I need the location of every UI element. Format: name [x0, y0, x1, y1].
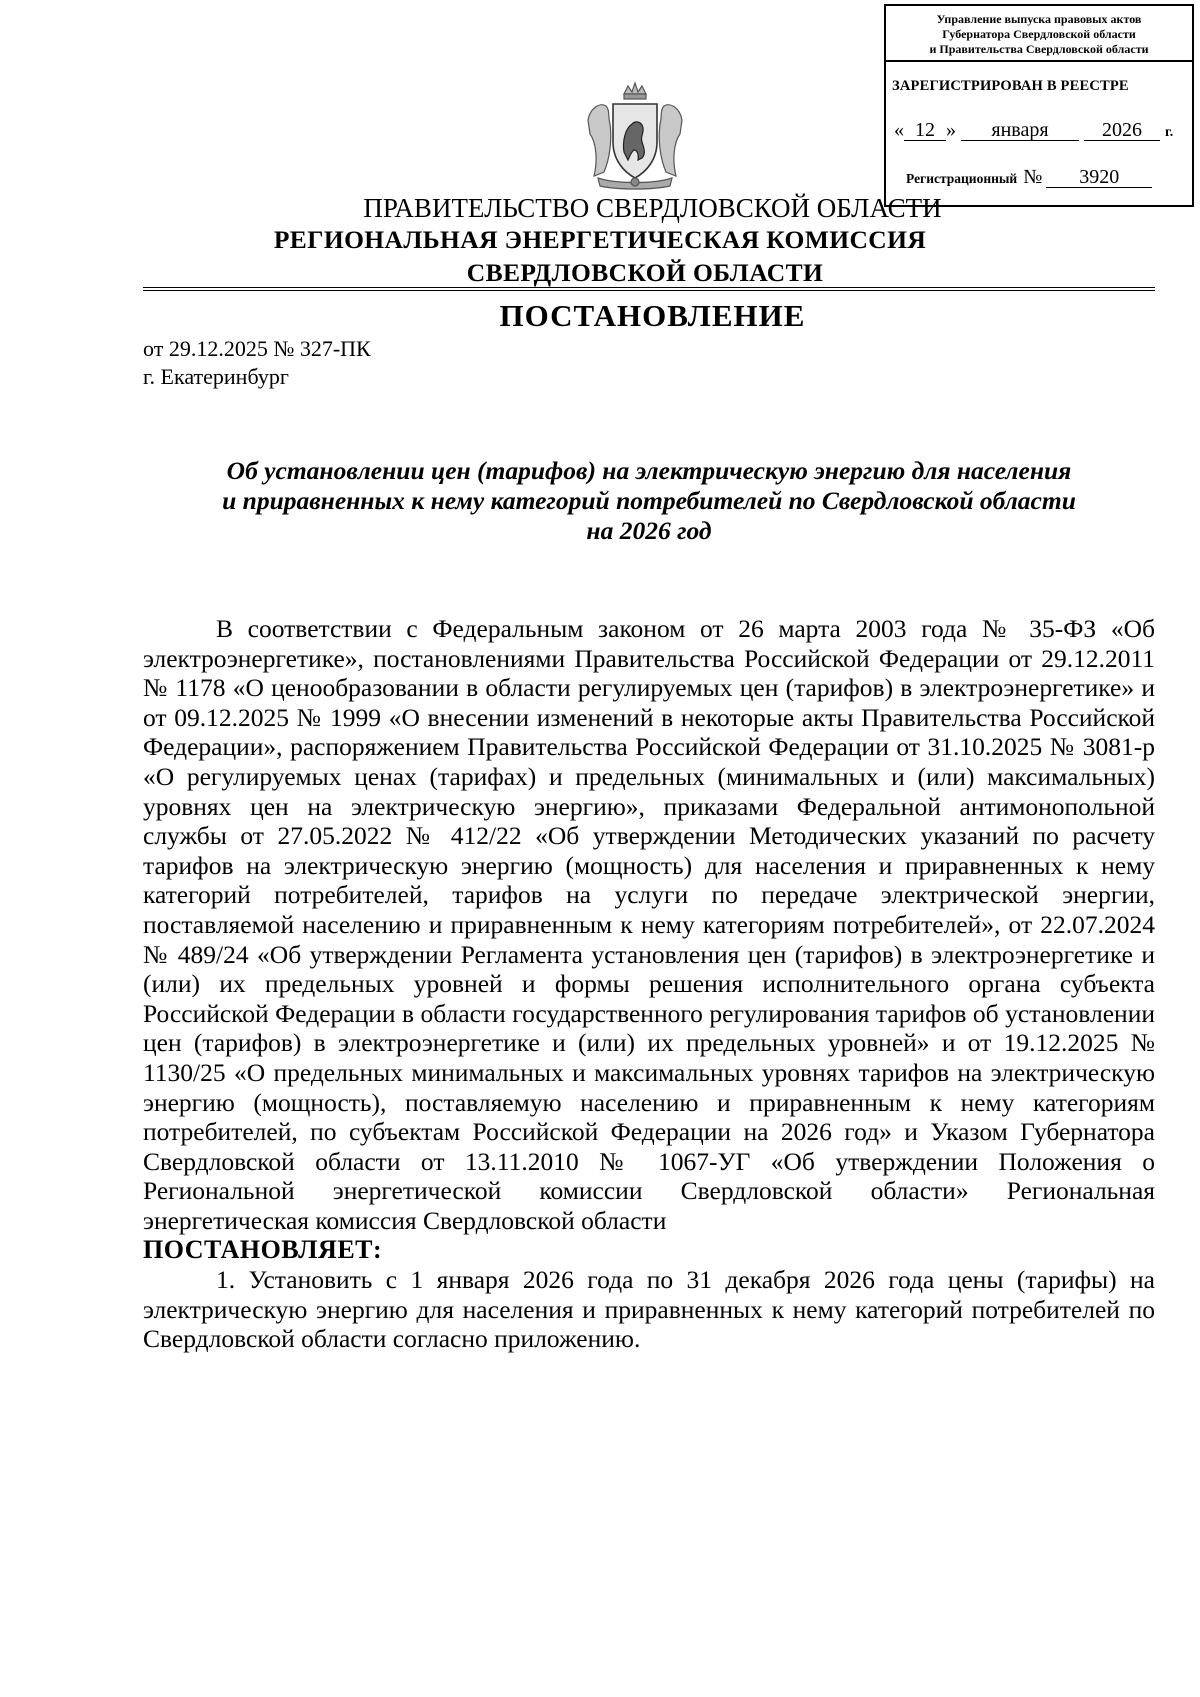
stamp-day: 12 — [904, 120, 946, 141]
document-subject — [143, 456, 1155, 546]
header-divider — [143, 287, 1155, 291]
decree-word: ПОСТАНОВЛЯЕТ: — [143, 1235, 383, 1265]
stamp-month: января — [961, 120, 1079, 141]
coat-of-arms-icon — [580, 80, 690, 190]
government-name: ПРАВИТЕЛЬСТВО СВЕРДЛОВСКОЙ ОБЛАСТИ — [363, 193, 942, 223]
stamp-year-suffix: г. — [1165, 125, 1174, 140]
commission-name-line2: СВЕРДЛОВСКОЙ ОБЛАСТИ — [466, 258, 824, 287]
stamp-issuer — [886, 6, 1192, 62]
stamp-issuer-line: Управление выпуска правовых актов — [936, 12, 1142, 26]
subject-line: на 2026 год — [586, 516, 712, 545]
document-type-title: ПОСТАНОВЛЕНИЕ — [499, 298, 806, 333]
stamp-reg-number — [906, 166, 1152, 189]
registration-stamp — [884, 4, 1194, 207]
document-city: г. Екатеринбург — [143, 364, 289, 389]
stamp-issuer-line: Губернатора Свердловской области — [942, 27, 1136, 41]
stamp-number-sign: № — [1023, 166, 1043, 188]
stamp-reg-number-label: Регистрационный — [906, 171, 1018, 186]
subject-line: и приравненных к нему категорий потребителей по Свердловской области — [222, 486, 1076, 515]
stamp-year: 2026 — [1084, 120, 1160, 141]
stamp-reg-number-value: 3920 — [1046, 167, 1152, 188]
decree-item-1: 1. Установить с 1 января 2026 года по 31 декабря 2026 года цены (тарифы) на электрическую энергию для населения и приравненных к нему категорий потребителей по Свердловской области согласно приложению. — [143, 1265, 1155, 1354]
subject-line: Об установлении цен (тарифов) на электрическую энергию для населения — [226, 456, 1072, 485]
commission-name-line1: РЕГИОНАЛЬНАЯ ЭНЕРГЕТИЧЕСКАЯ КОМИССИЯ — [273, 225, 927, 254]
stamp-quote-open: « — [894, 119, 904, 141]
preamble-paragraph: В соответствии с Федеральным законом от 26 марта 2003 года № 35-ФЗ «Об электроэнергетике», постановлениями Правительства Российской Федерации от 29.12.2011 № 1178 «О ценообразовании в области регулируемых цен (тарифов) в электроэнергетике» и от 09.12.2025 № 1999 «О внесении изменений в некоторые акты Правительства Российской Федерации», распоряжением Правительства Российской Федерации от 31.10.2025 № 3081-р «О регулируемых ценах (тарифах) и предельных (минимальных и (или) максимальных) уровнях цен на электрическую энергию», приказами Федеральной антимонопольной службы от 27.05.2022 № 412/22 «Об утверждении Методических указаний по расчету тарифов на электрическую энергию (мощность) для населения и приравненных к нему категорий потребителей, тарифов на услуги по передаче электрической энергии, поставляемой населению и приравненным к нему категориям потребителей», от 22.07.2024 № 489/24 «Об утверждении Регламента установления цен (тарифов) в электроэнергетике и (или) их предельных уровней и формы решения исполнительного органа субъекта Российской Федерации в области государственного регулирования тарифов об установлении цен (тарифов) в электроэнергетике и (или) их предельных уровней» и от 19.12.2025 № 1130/25 «О предельных минимальных и максимальных уровнях тарифов на электрическую энергию (мощность), поставляемую населению и приравненным к нему категориям потребителей, по субъектам Российской Федерации на 2026 год» и Указом Губернатора Свердловской области от 13.11.2010 № 1067-УГ «Об утверждении Положения о Региональной энергетической комиссии Свердловской области» Региональная энергетическая комиссия Свердловской области — [143, 614, 1155, 1235]
stamp-date — [894, 119, 1173, 142]
stamp-quote-close: » — [946, 119, 956, 141]
stamp-issuer-line: и Правительства Свердловской области — [929, 42, 1149, 56]
stamp-registered-label: ЗАРЕГИСТРИРОВАН В РЕЕСТРЕ — [892, 78, 1129, 94]
document-date-number: от 29.12.2025 № 327-ПК — [143, 336, 371, 361]
document-body — [143, 614, 1155, 1354]
